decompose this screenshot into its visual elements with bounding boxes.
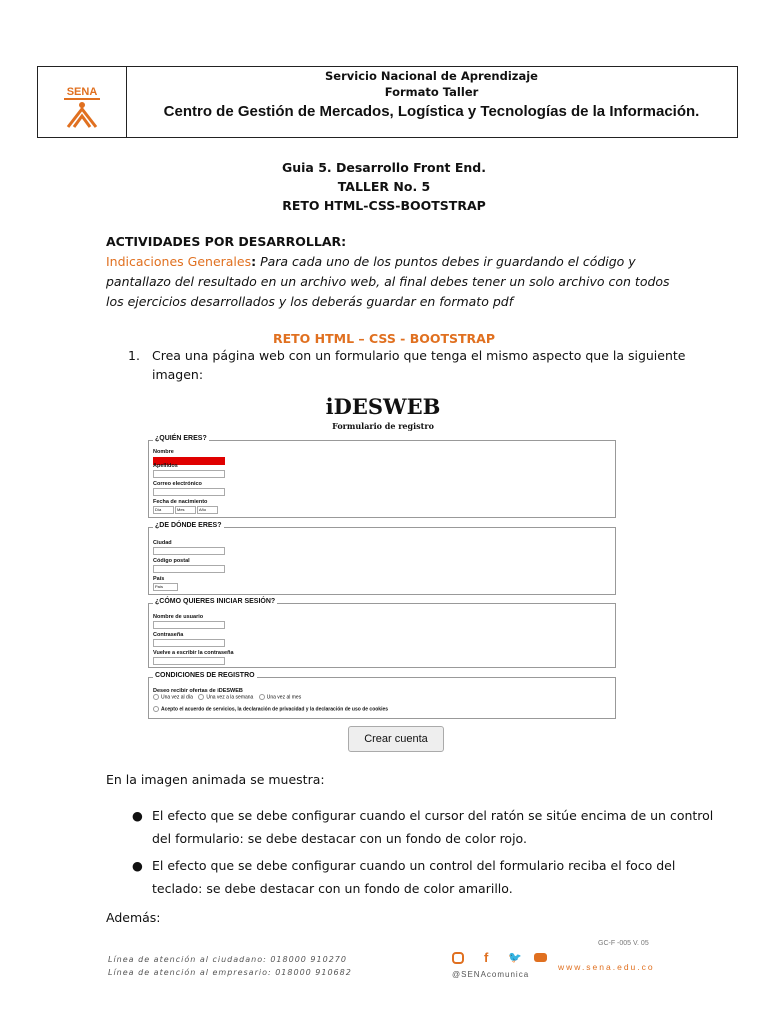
label-vuelve: Vuelve a escribir la contraseña: [153, 650, 234, 656]
guide-title: Guia 5. Desarrollo Front End.: [281, 160, 487, 175]
header-box: [37, 66, 738, 138]
select-pais[interactable]: País: [153, 583, 178, 591]
acepto-row: [153, 706, 388, 712]
label-usuario: Nombre de usuario: [153, 614, 204, 620]
indications-line2: pantallazo del resultado en un archivo web, al final debes tener un solo archivo con todos: [106, 274, 670, 289]
radio-label-semana: Una vez a la semana: [206, 694, 254, 701]
bullet1-dot: ●: [132, 808, 143, 823]
label-fecha: Fecha de nacimiento: [153, 499, 208, 505]
radio-semana[interactable]: [198, 694, 204, 700]
bullet2-line2: teclado: se debe destacar con un fondo de color amarillo.: [152, 881, 513, 896]
input-ciudad[interactable]: [153, 547, 225, 555]
bullet1-line1: El efecto que se debe configurar cuando el cursor del ratón se sitúe encima de un control: [152, 808, 714, 823]
footer-line1: Línea de atención al ciudadano: 018000 910270: [108, 955, 347, 964]
bullet1-line2: del formulario: se debe destacar con un fondo de color rojo.: [152, 831, 527, 846]
activities-heading: ACTIVIDADES POR DESARROLLAR:: [106, 234, 347, 249]
bullet2-line1: El efecto que se debe configurar cuando un control del formulario reciba el foco del: [152, 858, 676, 873]
radio-dia[interactable]: [153, 694, 159, 700]
label-desea: Deseo recibir ofertas de iDESWEB: [153, 688, 243, 694]
input-correo[interactable]: [153, 488, 225, 496]
header-line3: Centro de Gestión de Mercados, Logística y Tecnologías de la Información.: [163, 103, 700, 120]
input-codigo[interactable]: [153, 565, 225, 573]
header-line2: Formato Taller: [384, 85, 479, 99]
reto-heading: RETO HTML – CSS - BOOTSTRAP: [272, 331, 496, 346]
fieldset-quien: [148, 435, 616, 518]
social-icons: [452, 952, 552, 966]
label-contrasena: Contraseña: [153, 632, 184, 638]
ademas: Además:: [106, 910, 161, 925]
select-ano[interactable]: Año: [197, 506, 218, 514]
indications-label: Indicaciones Generales: [106, 254, 252, 269]
crear-cuenta-button[interactable]: Crear cuenta: [348, 726, 444, 752]
indications-line1: [106, 252, 666, 272]
input-contrasena[interactable]: [153, 639, 225, 647]
select-mes[interactable]: Mes: [175, 506, 196, 514]
svg-text:SENA: SENA: [66, 86, 98, 98]
label-codigo: Código postal: [153, 558, 190, 564]
fieldset-donde: [148, 522, 616, 595]
header-line1: Servicio Nacional de Aprendizaje: [325, 69, 538, 83]
radio-mes[interactable]: [259, 694, 265, 700]
bullet2-dot: ●: [132, 858, 143, 873]
reto-title: RETO HTML-CSS-BOOTSTRAP: [282, 198, 486, 213]
facebook-icon[interactable]: f: [484, 950, 489, 965]
form-subtitle: Formulario de registro: [332, 421, 434, 431]
radio-label-mes: Una vez al mes: [266, 694, 302, 701]
social-handle: @SENAcomunica: [452, 970, 530, 979]
youtube-icon[interactable]: [534, 953, 547, 962]
legend-donde: ¿DE DÓNDE ERES?: [155, 522, 222, 529]
doc-code: GC-F -005 V. 05: [598, 940, 649, 947]
form-screenshot: [148, 390, 618, 752]
label-ciudad: Ciudad: [153, 540, 172, 546]
legend-quien: ¿QUIÉN ERES?: [155, 435, 207, 442]
fieldset-condiciones: [148, 672, 616, 719]
indications-line3: los ejercicios desarrollados y los deberás guardar en formato pdf: [106, 294, 514, 309]
label-nombre: Nombre: [153, 449, 174, 455]
label-pais: País: [153, 576, 165, 582]
input-usuario[interactable]: [153, 621, 225, 629]
sena-logo: [38, 67, 127, 137]
animated-intro: En la imagen animada se muestra:: [106, 772, 325, 787]
form-logo-title: iDESWEB: [325, 394, 441, 419]
item1-line1: Crea una página web con un formulario que tenga el mismo aspecto que la siguiente: [152, 348, 686, 363]
taller-title: TALLER No. 5: [337, 179, 431, 194]
radio-label-dia: Una vez al día: [161, 694, 193, 701]
label-acepto: Acepto el acuerdo de servicios, la declaración de privacidad y la declaración de uso de cookies: [161, 706, 389, 713]
label-apellidos: Apellidos: [153, 463, 178, 469]
twitter-icon[interactable]: 🐦: [508, 952, 522, 964]
item1-line2: imagen:: [152, 367, 204, 382]
indications-colon: :: [251, 254, 257, 269]
radio-group-ofertas: [153, 694, 301, 700]
label-correo: Correo electrónico: [153, 481, 202, 487]
select-dia[interactable]: Día: [153, 506, 174, 514]
footer-line2: Línea de atención al empresario: 018000 910682: [108, 968, 352, 977]
indications-text1: Para cada uno de los puntos debes ir guardando el código y: [256, 254, 636, 269]
legend-condiciones: CONDICIONES DE REGISTRO: [155, 672, 255, 679]
input-vuelve[interactable]: [153, 657, 225, 665]
legend-sesion: ¿CÓMO QUIERES INICIAR SESIÓN?: [155, 598, 276, 605]
website[interactable]: www.sena.edu.co: [558, 962, 655, 972]
input-apellidos[interactable]: [153, 470, 225, 478]
item1-number: 1.: [128, 348, 140, 363]
instagram-icon[interactable]: [452, 952, 464, 964]
checkbox-acepto[interactable]: [153, 706, 159, 712]
fieldset-sesion: [148, 598, 616, 668]
